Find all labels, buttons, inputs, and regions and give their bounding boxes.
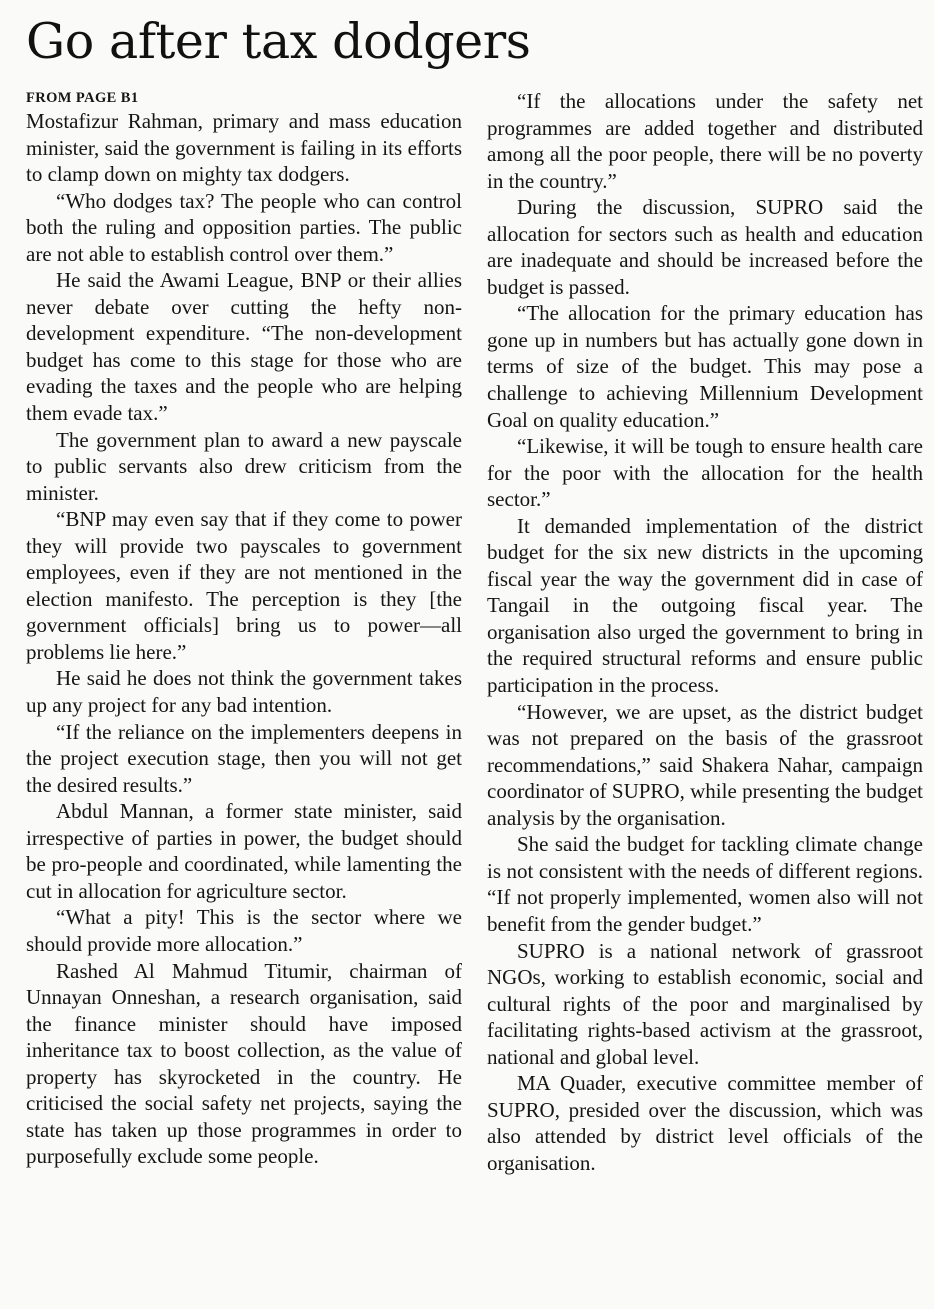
paragraph: She said the budget for tackling climate change is not consistent with the needs of different regions. “If not properly implemented, women also will not benefit from the gender budget.” bbox=[487, 832, 923, 936]
paragraph: SUPRO is a national network of grassroot NGOs, working to establish economic, social and cultural rights of the poor and marginalised by facilitating rights-based activism at the grassroot, national and global level. bbox=[487, 938, 923, 1069]
paragraph: “If the reliance on the implementers deepens in the project execution stage, then you will not get the desired results.” bbox=[26, 719, 462, 797]
paragraph: “What a pity! This is the sector where we should provide more allocation.” bbox=[26, 905, 462, 956]
paragraph: “Likewise, it will be tough to ensure health care for the poor with the allocation for the health sector.” bbox=[487, 434, 923, 512]
paragraph: “However, we are upset, as the district budget was not prepared on the basis of the grassroot recommendations,” said Shakera Nahar, campaign coordinator of SUPRO, while presenting the budget analysis by the organisation. bbox=[487, 699, 923, 830]
headline: Go after tax dodgers bbox=[26, 13, 531, 70]
paragraph: “The allocation for the primary education has gone up in numbers but has actually gone down in terms of size of the budget. This may pose a challenge to achieving Millennium Development Goal on quality education.” bbox=[487, 301, 923, 432]
left-column bbox=[26, 88, 462, 1170]
paragraph: “BNP may even say that if they come to power they will provide two payscales to government employees, even if they are not mentioned in the election manifesto. The perception is they [the government officials] bring us to power—all problems lie here.” bbox=[26, 507, 462, 664]
paragraph: The government plan to award a new payscale to public servants also drew criticism from the minister. bbox=[26, 427, 462, 505]
paragraph: Rashed Al Mahmud Titumir, chairman of Unnayan Onneshan, a research organisation, said the finance minister should have imposed inheritance tax to boost collection, as the value of property has skyrocketed in the country. He criticised the social safety net projects, saying the state has taken up those programmes in order to purposefully exclude some people. bbox=[26, 958, 462, 1169]
paragraph: He said the Awami League, BNP or their allies never debate over cutting the hefty non-development expenditure. “The non-development budget has come to this stage for those who are evading the taxes and the people who are helping them evade tax.” bbox=[26, 268, 462, 426]
paragraph: “If the allocations under the safety net programmes are added together and distributed among all the poor people, there will be no poverty in the country.” bbox=[487, 89, 923, 193]
paragraph: It demanded implementation of the district budget for the six new districts in the upcoming fiscal year the way the government did in case of Tangail in the outgoing fiscal year. The organisation also urged the government to bring in the required structural reforms and ensure public participation in the process. bbox=[487, 513, 923, 698]
paragraph: “Who dodges tax? The people who can control both the ruling and opposition parties. The public are not able to establish control over them.” bbox=[26, 188, 462, 266]
paragraph: Abdul Mannan, a former state minister, said irrespective of parties in power, the budget should be pro-people and coordinated, while lamenting the cut in allocation for agriculture sector. bbox=[26, 799, 462, 903]
right-column bbox=[487, 88, 923, 1176]
paragraph: Mostafizur Rahman, primary and mass education minister, said the government is failing in its efforts to clamp down on mighty tax dodgers. bbox=[26, 109, 462, 187]
paragraph: MA Quader, executive committee member of SUPRO, presided over the discussion, which was also attended by district level officials of the organisation. bbox=[487, 1071, 923, 1175]
paragraph: During the discussion, SUPRO said the allocation for sectors such as health and education are inadequate and should be increased before the budget is passed. bbox=[487, 195, 923, 299]
paragraph: He said he does not think the government takes up any project for any bad intention. bbox=[26, 666, 462, 718]
kicker: FROM PAGE B1 bbox=[26, 90, 139, 106]
